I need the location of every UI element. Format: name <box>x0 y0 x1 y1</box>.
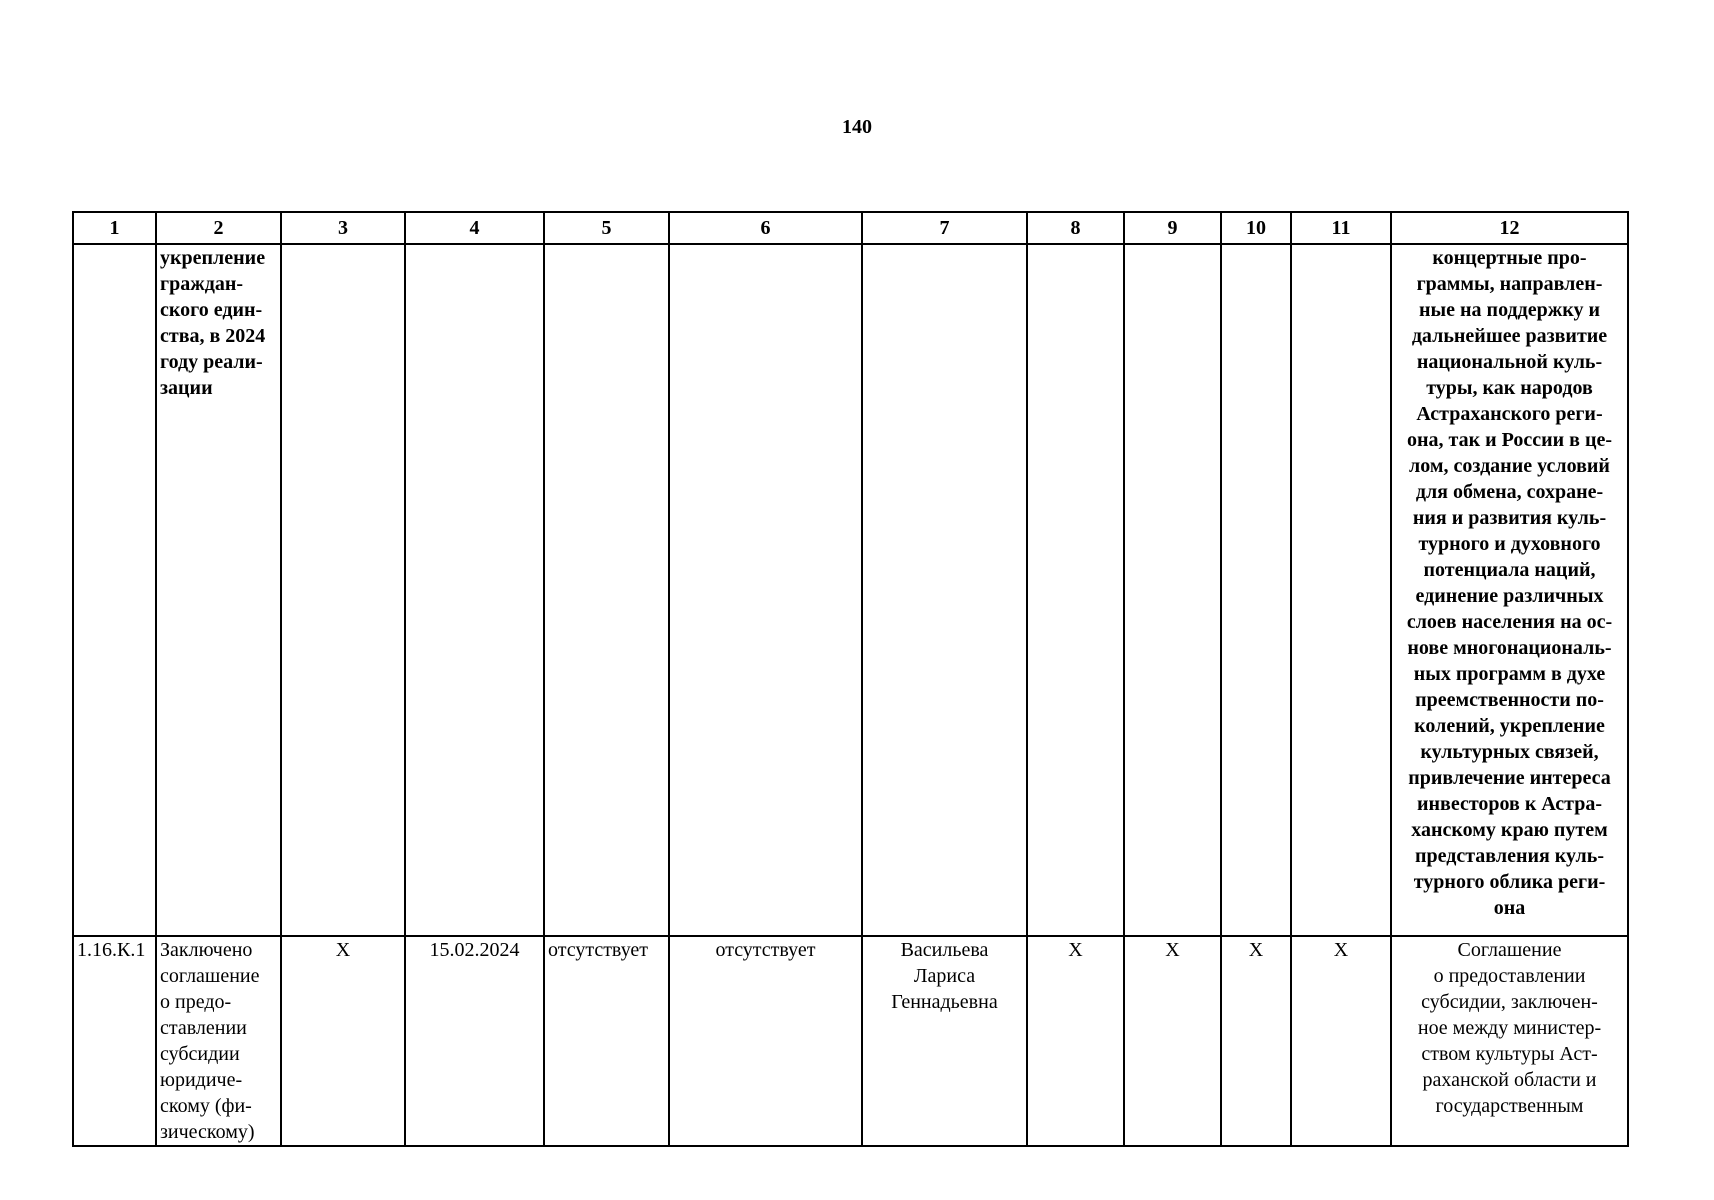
cell-col9: X <box>1124 936 1221 1146</box>
cell-continuation-col12 <box>1391 244 1628 936</box>
cell-col5: отсутствует <box>544 936 669 1146</box>
cell-line: Лариса <box>913 965 976 987</box>
cell-col3: X <box>281 936 405 1146</box>
cell-line: зации <box>160 377 213 399</box>
cell-line: ставлении <box>160 1017 247 1039</box>
cell-col10: X <box>1221 936 1291 1146</box>
cell-line: концертные про- <box>1432 247 1587 269</box>
cell-line: культурных связей, <box>1420 741 1599 763</box>
page-number: 140 <box>842 116 872 138</box>
cell-line: представления куль- <box>1414 845 1605 867</box>
cell-empty <box>281 244 405 936</box>
cell-result-description <box>1391 936 1628 1146</box>
cell-empty <box>73 244 156 936</box>
header-col-1: 1 <box>73 212 156 244</box>
cell-line: единение различных <box>1415 585 1604 607</box>
cell-line: преемственности по- <box>1415 689 1604 711</box>
cell-responsible-person <box>862 936 1027 1146</box>
cell-date: 15.02.2024 <box>405 936 544 1146</box>
cell-line: турного и духовного <box>1418 533 1601 555</box>
header-col-3: 3 <box>281 212 405 244</box>
cell-line: году реали- <box>160 351 263 373</box>
cell-line: раханской области и <box>1422 1069 1597 1091</box>
header-col-10: 10 <box>1221 212 1291 244</box>
cell-line: ное между министер- <box>1417 1017 1602 1039</box>
cell-line: для обмена, сохране- <box>1415 481 1604 503</box>
header-col-11: 11 <box>1291 212 1391 244</box>
cell-empty <box>1221 244 1291 936</box>
header-col-6: 6 <box>669 212 862 244</box>
cell-col8: X <box>1027 936 1124 1146</box>
header-col-9: 9 <box>1124 212 1221 244</box>
cell-line: соглашение <box>160 965 260 987</box>
header-col-7: 7 <box>862 212 1027 244</box>
cell-line: ского един- <box>160 299 263 321</box>
cell-col6: отсутствует <box>669 936 862 1146</box>
header-row <box>73 212 1628 244</box>
cell-empty <box>544 244 669 936</box>
cell-line: Астраханского реги- <box>1416 403 1603 425</box>
cell-line: ния и развития куль- <box>1412 507 1607 529</box>
cell-empty <box>669 244 862 936</box>
cell-line: Геннадьевна <box>891 991 998 1013</box>
cell-line: Заключено <box>160 939 253 961</box>
cell-line: инвесторов к Астра- <box>1416 793 1603 815</box>
cell-code: 1.16.К.1 <box>73 936 156 1146</box>
header-col-8: 8 <box>1027 212 1124 244</box>
cell-line: нове многонациональ- <box>1407 637 1612 659</box>
cell-line: юридиче- <box>160 1069 243 1091</box>
cell-line: ных программ в духе <box>1413 663 1606 685</box>
cell-line: национальной куль- <box>1416 351 1603 373</box>
cell-line: граждан- <box>160 273 244 295</box>
cell-line: государственным <box>1435 1095 1584 1117</box>
cell-empty <box>1027 244 1124 936</box>
header-col-12: 12 <box>1391 212 1628 244</box>
cell-line: слоев населения на ос- <box>1406 611 1613 633</box>
cell-line: ства, в 2024 <box>160 325 266 347</box>
cell-line: ством культуры Аст- <box>1421 1043 1598 1065</box>
cell-line: субсидии <box>160 1043 240 1065</box>
header-col-5: 5 <box>544 212 669 244</box>
cell-empty <box>1124 244 1221 936</box>
cell-line: дальнейшее развитие <box>1411 325 1608 347</box>
cell-empty <box>405 244 544 936</box>
cell-event-description <box>156 936 281 1146</box>
cell-line: она, так и России в це- <box>1406 429 1613 451</box>
cell-line: колений, укрепление <box>1414 715 1605 737</box>
cell-col11: X <box>1291 936 1391 1146</box>
cell-line: турного облика реги- <box>1413 871 1606 893</box>
table-row-continuation <box>73 244 1628 936</box>
cell-line: она <box>1493 897 1526 919</box>
cell-line: Соглашение <box>1457 939 1562 961</box>
cell-line: ханскому краю путем <box>1411 819 1608 841</box>
cell-line: о предо- <box>160 991 232 1013</box>
cell-line: потенциала наций, <box>1423 559 1596 581</box>
cell-line: зическому) <box>160 1121 255 1143</box>
cell-line: лом, создание условий <box>1409 455 1610 477</box>
cell-line: укрепление <box>160 247 266 269</box>
document-table <box>72 211 1629 1147</box>
cell-empty <box>862 244 1027 936</box>
header-col-2: 2 <box>156 212 281 244</box>
cell-line: скому (фи- <box>160 1095 252 1117</box>
table-row <box>73 936 1628 1146</box>
cell-line: субсидии, заключен- <box>1421 991 1598 1013</box>
cell-line: о предоставлении <box>1433 965 1586 987</box>
cell-line: граммы, направлен- <box>1416 273 1603 295</box>
cell-line: привлечение интереса <box>1408 767 1611 789</box>
cell-empty <box>1291 244 1391 936</box>
cell-line: ные на поддержку и <box>1419 299 1600 321</box>
header-col-4: 4 <box>405 212 544 244</box>
cell-continuation-col2 <box>156 244 281 936</box>
cell-line: туры, как народов <box>1426 377 1593 399</box>
cell-line: Васильева <box>900 939 989 961</box>
